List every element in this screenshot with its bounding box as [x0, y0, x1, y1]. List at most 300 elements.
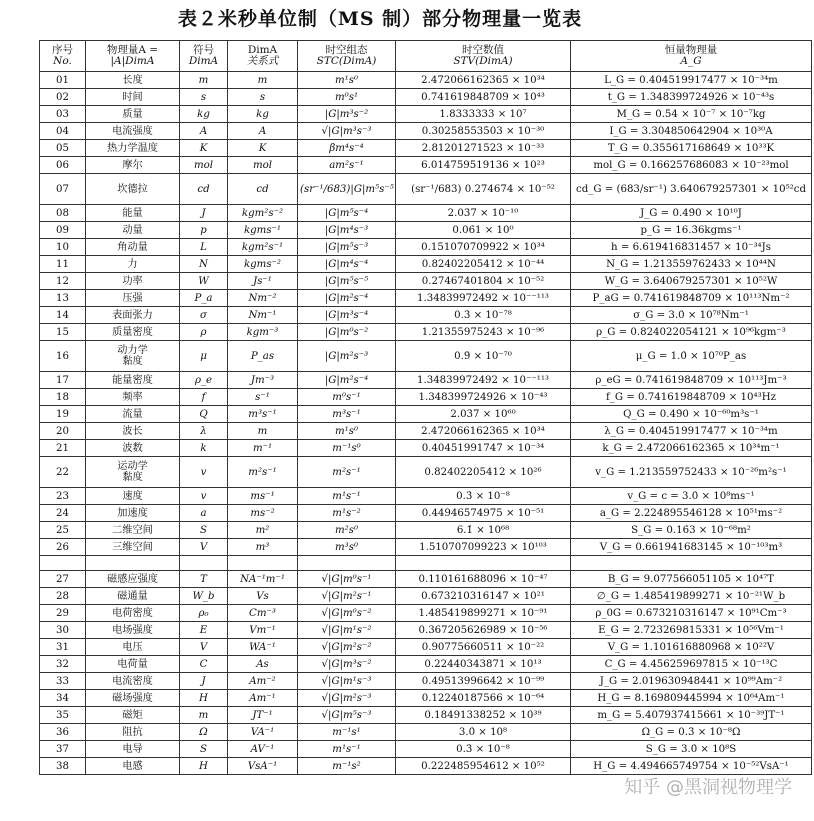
quantity-name: 波长: [86, 423, 180, 440]
spacetime-config: m³s⁰: [298, 539, 396, 556]
spacetime-value: 0.27467401804 × 10⁻⁵²: [396, 273, 571, 290]
constant-quantity: J_G = 0.49̇0 × 10¹⁰J: [571, 205, 812, 222]
quantity-name: 流量: [86, 406, 180, 423]
row-number: 17: [40, 372, 86, 389]
table-header-row: [40, 41, 812, 72]
constant-quantity: L_G = 0.404519917477 × 10⁻³⁴m: [571, 72, 812, 89]
constant-quantity: p_G = 16.3̇6kgms⁻¹: [571, 222, 812, 239]
quantity-symbol: H: [180, 758, 228, 775]
constant-quantity: V_G = 1.101616880968 × 10²²V: [571, 639, 812, 656]
row-number: 02: [40, 89, 86, 106]
quantity-symbol: Q: [180, 406, 228, 423]
quantity-symbol: L: [180, 239, 228, 256]
dimension-relation: m²s⁻¹: [228, 457, 298, 488]
row-number: 30: [40, 622, 86, 639]
table-row: [40, 324, 812, 341]
quantity-name: 加速度: [86, 505, 180, 522]
dimension-relation: A: [228, 123, 298, 140]
constant-quantity: Q_G = 0.49̇0 × 10⁻⁶⁰m³s⁻¹: [571, 406, 812, 423]
row-number: 18: [40, 389, 86, 406]
spacetime-config: m⁰s¹: [298, 89, 396, 106]
spacetime-value: 0.222485954612 × 10⁵²: [396, 758, 571, 775]
row-number: 21: [40, 440, 86, 457]
spacetime-value: 0.11016168809̇6 × 10⁻⁴⁷: [396, 571, 571, 588]
table-row: [40, 157, 812, 174]
spacetime-config: |G|m⁵s⁻³: [298, 239, 396, 256]
dimension-relation: JT⁻¹: [228, 707, 298, 724]
dimension-relation: mol: [228, 157, 298, 174]
constant-quantity: k_G = 2.472066162365 × 10³⁴m⁻¹: [571, 440, 812, 457]
spacetime-value: 0.30258553503 × 10⁻³⁰: [396, 123, 571, 140]
quantity-symbol: a: [180, 505, 228, 522]
constant-quantity: H_G = 4.494665749754 × 10⁻⁵²VsA⁻¹: [571, 758, 812, 775]
dimension-relation: ms⁻²: [228, 505, 298, 522]
column-header: [180, 41, 228, 72]
quantity-name: 动量: [86, 222, 180, 239]
table-row: [40, 457, 812, 488]
column-header-line2: STC(DimA): [316, 55, 377, 67]
quantity-symbol: σ: [180, 307, 228, 324]
quantity-symbol: v: [180, 457, 228, 488]
quantity-name: 质量密度: [86, 324, 180, 341]
dimension-relation: cd: [228, 174, 298, 205]
quantity-name: 磁场强度: [86, 690, 180, 707]
table-row: [40, 741, 812, 758]
quantity-name: 时间: [86, 89, 180, 106]
row-number: 23: [40, 488, 86, 505]
spacetime-value: 0.367205626989 × 10⁻⁵⁶: [396, 622, 571, 639]
spacetime-config: √|G|m²s⁻¹: [298, 588, 396, 605]
row-number: 16: [40, 341, 86, 372]
spacetime-config: √|G|m²s⁻²: [298, 639, 396, 656]
spacetime-value: 1.21355975243 × 10⁻⁹⁶: [396, 324, 571, 341]
spacetime-config: m¹s⁰: [298, 423, 396, 440]
spacetime-config: m⁻¹s¹: [298, 724, 396, 741]
spacetime-config: am²s⁻¹: [298, 157, 396, 174]
quantity-symbol: K: [180, 140, 228, 157]
dimension-relation: Nm⁻²: [228, 290, 298, 307]
spacetime-config: m⁻¹s²: [298, 758, 396, 775]
table-row: [40, 673, 812, 690]
spacetime-config: m³s⁻¹: [298, 406, 396, 423]
spacetime-config: [298, 556, 396, 571]
quantity-symbol: ρ_e: [180, 372, 228, 389]
table-row: [40, 758, 812, 775]
table-row: [40, 72, 812, 89]
table-row: [40, 724, 812, 741]
quantity-name: 电荷密度: [86, 605, 180, 622]
table-row: [40, 605, 812, 622]
spacetime-value: 6.014759519136 × 10²³: [396, 157, 571, 174]
quantity-symbol: J: [180, 205, 228, 222]
constant-quantity: M_G = 0.54̇ × 10⁻⁷ × 10⁻⁷kg: [571, 106, 812, 123]
column-header: [86, 41, 180, 72]
spacetime-value: 2.472066162365 × 10³⁴: [396, 72, 571, 89]
quantity-name: 频率: [86, 389, 180, 406]
column-header-line2: |A|DimA: [110, 55, 155, 67]
spacetime-value: 0.82402205412 × 10⁻⁴⁴: [396, 256, 571, 273]
row-number: 27: [40, 571, 86, 588]
spacetime-value: 0.44946574975 × 10⁻⁵¹: [396, 505, 571, 522]
constant-quantity: [571, 556, 812, 571]
row-number: 26: [40, 539, 86, 556]
dimension-relation: Nm⁻¹: [228, 307, 298, 324]
quantity-symbol: m: [180, 707, 228, 724]
dimension-relation: kgms⁻¹: [228, 222, 298, 239]
dimension-relation: Am⁻²: [228, 673, 298, 690]
dimension-relation: VA⁻¹: [228, 724, 298, 741]
quantity-symbol: J: [180, 673, 228, 690]
quantity-symbol: S: [180, 741, 228, 758]
spacetime-value: 2.472066162365 × 10³⁴: [396, 423, 571, 440]
spacetime-config: m²s⁻¹: [298, 457, 396, 488]
quantity-symbol: W: [180, 273, 228, 290]
spacetime-config: √|G|m³s⁻³: [298, 123, 396, 140]
table-row: [40, 273, 812, 290]
constant-quantity: f_G = 0.741619848709 × 10⁴³Hz: [571, 389, 812, 406]
quantity-symbol: Ω: [180, 724, 228, 741]
row-number: 31: [40, 639, 86, 656]
spacetime-value: 0.3̇ × 10⁻⁸: [396, 741, 571, 758]
spacetime-config: |G|m³s⁻²: [298, 106, 396, 123]
quantity-symbol: C: [180, 656, 228, 673]
quantity-name: 能量密度: [86, 372, 180, 389]
constant-quantity: ∅_G = 1.485419899271 × 10⁻²¹W_b: [571, 588, 812, 605]
table-row: [40, 341, 812, 372]
constant-quantity: cd_G = (683/sr⁻¹) 3.640679257301 × 10⁵²cd: [571, 174, 812, 205]
quantity-name: 电导: [86, 741, 180, 758]
dimension-relation: s⁻¹: [228, 389, 298, 406]
quantity-symbol: λ: [180, 423, 228, 440]
row-number: 28: [40, 588, 86, 605]
row-number: 01: [40, 72, 86, 89]
row-number: 32: [40, 656, 86, 673]
spacetime-value: (sr⁻¹/683) 0.274674 × 10⁻⁵²: [396, 174, 571, 205]
table-row: [40, 571, 812, 588]
row-number: 10: [40, 239, 86, 256]
spacetime-config: |G|m²s⁻⁴: [298, 372, 396, 389]
constant-quantity: ρ_eG = 0.741619848709 × 10¹¹³Jm⁻³: [571, 372, 812, 389]
constant-quantity: H_G = 8.169809445994 × 10⁶⁴Am⁻¹: [571, 690, 812, 707]
column-header-line1: 符号: [193, 44, 214, 56]
quantity-symbol: mol: [180, 157, 228, 174]
constant-quantity: S_G = 0.16̇3 × 10⁻⁶⁸m²: [571, 522, 812, 539]
constant-quantity: v_G = c = 3.0̇ × 10⁸ms⁻¹: [571, 488, 812, 505]
quantity-name: 电场强度: [86, 622, 180, 639]
quantity-name: 长度: [86, 72, 180, 89]
row-number: 09: [40, 222, 86, 239]
dimension-relation: Vm⁻¹: [228, 622, 298, 639]
constant-quantity: Ω_G = 0.3̇ × 10⁻⁸Ω: [571, 724, 812, 741]
quantity-name: 电压: [86, 639, 180, 656]
table-row: [40, 389, 812, 406]
spacetime-value: 0.3̇ × 10⁻⁸: [396, 488, 571, 505]
constant-quantity: P_aG = 0.741619848709 × 10¹¹³Nm⁻²: [571, 290, 812, 307]
constant-quantity: S_G = 3.0̇ × 10⁸S: [571, 741, 812, 758]
quantity-name: 动力学 黏度: [86, 341, 180, 372]
table-body: [40, 72, 812, 775]
quantity-name: 速度: [86, 488, 180, 505]
constant-quantity: I_G = 3.304850642904 × 10³⁰A: [571, 123, 812, 140]
table-row: [40, 639, 812, 656]
spacetime-config: √|G|m⁵s⁻³: [298, 707, 396, 724]
quantity-name: 磁感应强度: [86, 571, 180, 588]
column-header: [571, 41, 812, 72]
quantity-symbol: N: [180, 256, 228, 273]
quantity-symbol: f: [180, 389, 228, 406]
row-number: 33: [40, 673, 86, 690]
table-row: [40, 239, 812, 256]
row-number: 06: [40, 157, 86, 174]
column-header-line2: A_G: [680, 55, 702, 67]
column-header-line2: STV(DimA): [453, 55, 513, 67]
constant-quantity: J_G = 2.019630948441 × 10⁹⁹Am⁻²: [571, 673, 812, 690]
spacetime-config: |G|m⁵s⁻⁴: [298, 205, 396, 222]
constant-quantity: C_G = 4.456259697815 × 10⁻¹³C: [571, 656, 812, 673]
dimension-relation: kgm⁻³: [228, 324, 298, 341]
spacetime-value: 1.8333333 × 10⁷: [396, 106, 571, 123]
spacetime-value: 1.485419899271 × 10⁻⁹¹: [396, 605, 571, 622]
table-row: [40, 423, 812, 440]
constant-quantity: ρ_G = 0.824022054121 × 10⁹⁶kgm⁻³: [571, 324, 812, 341]
dimension-relation: m⁻¹: [228, 440, 298, 457]
table-row: [40, 256, 812, 273]
spacetime-config: |G|m²s⁻⁴: [298, 290, 396, 307]
dimension-relation: m²: [228, 522, 298, 539]
spacetime-config: |G|m⁰s⁻²: [298, 324, 396, 341]
dimension-relation: m: [228, 72, 298, 89]
row-number: 29: [40, 605, 86, 622]
constant-quantity: E_G = 2.723269815331 × 10⁵⁶Vm⁻¹: [571, 622, 812, 639]
quantity-name: 表面张力: [86, 307, 180, 324]
quantity-symbol: s: [180, 89, 228, 106]
quantity-name: 运动学 黏度: [86, 457, 180, 488]
row-number: 11: [40, 256, 86, 273]
column-header-line1: 时空数值: [462, 44, 504, 56]
column-header-line2: DimA: [188, 55, 219, 67]
table-row: [40, 588, 812, 605]
quantity-name: 三维空间: [86, 539, 180, 556]
quantity-symbol: V: [180, 539, 228, 556]
spacetime-value: 2.03̇7 × 10⁻¹⁰: [396, 205, 571, 222]
quantity-symbol: P_a: [180, 290, 228, 307]
constant-quantity: N_G = 1.213559762433 × 10⁴⁴N: [571, 256, 812, 273]
quantity-name: 压强: [86, 290, 180, 307]
dimension-relation: kg: [228, 106, 298, 123]
dimension-relation: m: [228, 423, 298, 440]
dimension-relation: VsA⁻¹: [228, 758, 298, 775]
quantity-name: 电流密度: [86, 673, 180, 690]
quantity-name: 热力学温度: [86, 140, 180, 157]
quantity-symbol: k: [180, 440, 228, 457]
dimension-relation: kgm²s⁻²: [228, 205, 298, 222]
dimension-relation: P_as: [228, 341, 298, 372]
spacetime-config: |G|m⁴s⁻³: [298, 222, 396, 239]
spacetime-value: 0.9̇ × 10⁻⁷⁰: [396, 341, 571, 372]
constant-quantity: mol_G = 0.166257686083 × 10⁻²³mol: [571, 157, 812, 174]
column-header: [40, 41, 86, 72]
row-number: 37: [40, 741, 86, 758]
spacetime-config: m¹s⁻¹: [298, 488, 396, 505]
row-number: 04: [40, 123, 86, 140]
spacetime-value: 0.3̇ × 10⁻⁷⁸: [396, 307, 571, 324]
column-header-line1: 时空组态: [325, 44, 368, 56]
quantity-name: 角动量: [86, 239, 180, 256]
dimension-relation: NA⁻¹m⁻¹: [228, 571, 298, 588]
row-number: 08: [40, 205, 86, 222]
constant-quantity: W_G = 3.640679257301 × 10⁵²W: [571, 273, 812, 290]
quantity-name: 质量: [86, 106, 180, 123]
column-header-line1: 恒量物理量: [664, 44, 718, 56]
spacetime-value: 0.06̇1 × 10⁰: [396, 222, 571, 239]
quantity-symbol: v: [180, 488, 228, 505]
quantity-name: 电感: [86, 758, 180, 775]
constant-quantity: v_G = 1.213559752433 × 10⁻²⁶m²s⁻¹: [571, 457, 812, 488]
constant-quantity: μ_G = 1.0̇ × 10⁷⁰P_as: [571, 341, 812, 372]
spacetime-config: √|G|m⁰s⁻¹: [298, 571, 396, 588]
spacetime-config: √|G|m³s⁻²: [298, 656, 396, 673]
quantity-name: 功率: [86, 273, 180, 290]
table-row: [40, 290, 812, 307]
spacetime-config: √|G|m²s⁻³: [298, 690, 396, 707]
table-row: [40, 406, 812, 423]
constant-quantity: ρ_0G = 0.673210316147 × 10⁹¹Cm⁻³: [571, 605, 812, 622]
row-number: 05: [40, 140, 86, 157]
quantity-symbol: cd: [180, 174, 228, 205]
constant-quantity: λ_G = 0.404519917477 × 10⁻³⁴m: [571, 423, 812, 440]
column-header-line2: 关系式: [246, 55, 279, 67]
row-number: 24: [40, 505, 86, 522]
table-row: [40, 222, 812, 239]
quantity-name: 坎德拉: [86, 174, 180, 205]
dimension-relation: As: [228, 656, 298, 673]
table-row: [40, 174, 812, 205]
quantity-name: 波数: [86, 440, 180, 457]
dimension-relation: Am⁻¹: [228, 690, 298, 707]
quantity-name: 摩尔: [86, 157, 180, 174]
dimension-relation: Cm⁻³: [228, 605, 298, 622]
spacetime-config: m²s⁰: [298, 522, 396, 539]
spacetime-config: √|G|m¹s⁻²: [298, 622, 396, 639]
spacetime-value: 6.1̇ × 10⁶⁸: [396, 522, 571, 539]
constant-quantity: V_G = 0.661941683145 × 10⁻¹⁰³m³: [571, 539, 812, 556]
row-number: 22: [40, 457, 86, 488]
dimension-relation: m³: [228, 539, 298, 556]
row-number: 34: [40, 690, 86, 707]
quantity-name: 阻抗: [86, 724, 180, 741]
quantity-symbol: W_b: [180, 588, 228, 605]
constant-quantity: h = 6.619416831457 × 10⁻³⁴Js: [571, 239, 812, 256]
column-header-line1: DimA: [247, 44, 278, 56]
quantity-symbol: H: [180, 690, 228, 707]
quantity-name: 磁矩: [86, 707, 180, 724]
spacetime-value: 0.90775660511 × 10⁻²²: [396, 639, 571, 656]
blank-row: [40, 556, 812, 571]
row-number: 36: [40, 724, 86, 741]
table-row: [40, 89, 812, 106]
physics-quantity-table: [39, 40, 812, 775]
spacetime-value: 0.12240187566 × 10⁻⁶⁴: [396, 690, 571, 707]
dimension-relation: Js⁻¹: [228, 273, 298, 290]
spacetime-config: m¹s⁻¹: [298, 741, 396, 758]
constant-quantity: m_G = 5.407937415661 × 10⁻³⁹JT⁻¹: [571, 707, 812, 724]
spacetime-config: |G|m⁵s⁻⁵: [298, 273, 396, 290]
spacetime-value: 0.741619848709 × 10⁴³: [396, 89, 571, 106]
spacetime-config: √|G|m¹s⁻³: [298, 673, 396, 690]
table-row: [40, 622, 812, 639]
spacetime-config: |G|m²s⁻³: [298, 341, 396, 372]
table-row: [40, 690, 812, 707]
spacetime-config: m¹s⁰: [298, 72, 396, 89]
constant-quantity: a_G = 2.224895546128 × 10⁵¹ms⁻²: [571, 505, 812, 522]
table-row: [40, 522, 812, 539]
spacetime-value: 1.34839972492 × 10⁻⁻¹¹³: [396, 290, 571, 307]
spacetime-value: 0.40451991747 × 10⁻³⁴: [396, 440, 571, 457]
dimension-relation: m³s⁻¹: [228, 406, 298, 423]
spacetime-config: (sr⁻¹/683)|G|m⁵s⁻⁵: [298, 174, 396, 205]
row-number: 19: [40, 406, 86, 423]
spacetime-config: |G|m³s⁻⁴: [298, 307, 396, 324]
row-number: 20: [40, 423, 86, 440]
constant-quantity: σ_G = 3.0̇ × 10⁷⁸Nm⁻¹: [571, 307, 812, 324]
quantity-symbol: E: [180, 622, 228, 639]
watermark: 知乎 @黑洞视物理学: [624, 777, 792, 798]
row-number: 14: [40, 307, 86, 324]
spacetime-value: 1.510707099223 × 10¹⁰³: [396, 539, 571, 556]
spacetime-value: 1.34839972492 × 10⁻⁻¹¹³: [396, 372, 571, 389]
quantity-name: 磁通量: [86, 588, 180, 605]
dimension-relation: WA⁻¹: [228, 639, 298, 656]
column-header-line1: 物理量A =: [106, 44, 159, 56]
table-row: [40, 372, 812, 389]
table-row: [40, 106, 812, 123]
spacetime-config: m⁻¹s⁰: [298, 440, 396, 457]
row-number: 35: [40, 707, 86, 724]
quantity-name: 能量: [86, 205, 180, 222]
dimension-relation: K: [228, 140, 298, 157]
quantity-symbol: T: [180, 571, 228, 588]
quantity-name: 力: [86, 256, 180, 273]
quantity-symbol: S: [180, 522, 228, 539]
quantity-symbol: ρ: [180, 324, 228, 341]
row-number: 12: [40, 273, 86, 290]
column-header: [228, 41, 298, 72]
dimension-relation: [228, 556, 298, 571]
row-number: 03: [40, 106, 86, 123]
spacetime-value: 1.348399724926 × 10⁻⁴³: [396, 389, 571, 406]
column-header-line2: No.: [53, 55, 72, 67]
spacetime-value: [396, 556, 571, 571]
row-number: [40, 556, 86, 571]
quantity-symbol: m: [180, 72, 228, 89]
spacetime-config: √|G|m⁰s⁻²: [298, 605, 396, 622]
table-row: [40, 488, 812, 505]
table-row: [40, 205, 812, 222]
column-header: [396, 41, 571, 72]
spacetime-config: βm⁴s⁻⁴: [298, 140, 396, 157]
column-header-line1: 序号: [52, 44, 73, 56]
quantity-symbol: p: [180, 222, 228, 239]
spacetime-value: 2.03̇7 × 10⁶⁰: [396, 406, 571, 423]
quantity-symbol: kg: [180, 106, 228, 123]
spacetime-config: |G|m⁴s⁻⁴: [298, 256, 396, 273]
quantity-name: 电荷量: [86, 656, 180, 673]
spacetime-value: 0.49513996642 × 10⁻⁹⁹: [396, 673, 571, 690]
table-row: [40, 140, 812, 157]
spacetime-config: m¹s⁻²: [298, 505, 396, 522]
constant-quantity: B_G = 9.077566051105 × 10⁴⁷T: [571, 571, 812, 588]
spacetime-value: 0.18491338252 × 10³⁹: [396, 707, 571, 724]
